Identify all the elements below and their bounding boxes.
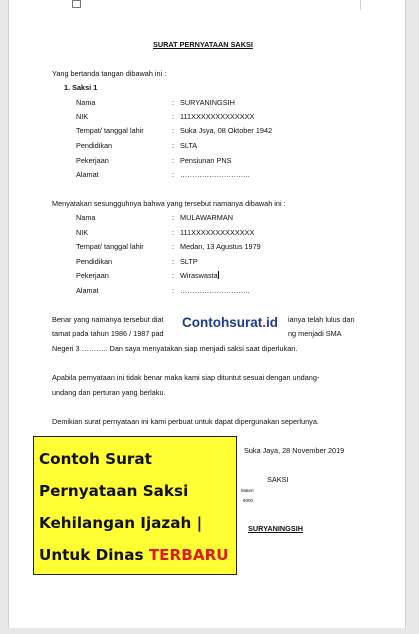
person-value-pekerjaan[interactable] <box>180 271 219 280</box>
para1-line3: Negeri 3 ……….. Dan saya menyatakan siap menjadi saksi saat diperlukan. <box>52 344 298 353</box>
statement-text: Menyatakan sesungguhnya bahwa yang tersebut namanya dibawah ini : <box>52 199 286 208</box>
saksi-value-nik: 111XXXXXXXXXXXXX <box>180 112 255 121</box>
document-title: SURAT PERNYATAAN SAKSI <box>153 40 253 49</box>
promo-line-4 <box>39 539 231 571</box>
saksi-label-pendidikan: Pendidikan <box>76 141 113 150</box>
person-label-nama: Nama <box>76 213 96 222</box>
saksi-label-alamat: Alamat <box>76 170 99 179</box>
saksi-label-ttl: Tempat/ tanggal lahir <box>76 126 144 135</box>
para2-line2: undang dan perturan yang berlaku. <box>52 388 166 397</box>
text-cursor <box>218 271 219 279</box>
para2-line1: Apabila pernyataan ini tidak benar maka kami siap dituntut sesuai dengan undang- <box>52 373 320 382</box>
materai-label: Materi <box>241 488 254 493</box>
person-label-alamat: Alamat <box>76 286 99 295</box>
person-value-nama: MULAWARMAN <box>180 213 233 222</box>
saksi-label-pekerjaan: Pekerjaan <box>76 156 109 165</box>
saksi-value-pendidikan: SLTA <box>180 141 198 150</box>
person-label-pekerjaan: Pekerjaan <box>76 271 109 280</box>
margin-marker <box>360 0 361 10</box>
colon: : <box>172 156 175 165</box>
para1-line1-right: ianya telah lulus dan <box>288 315 355 324</box>
colon: : <box>172 286 175 295</box>
saksi-value-ttl: Suka Jsya, 08 Oktober 1942 <box>180 126 273 135</box>
colon: : <box>172 242 175 251</box>
promo-highlight: TERBARU <box>148 546 229 564</box>
watermark-brand: Contohsurat <box>182 315 263 330</box>
person-value-pekerjaan-text: Wiraswasta <box>180 271 218 280</box>
saksi-heading: 1. Saksi 1 <box>64 83 98 92</box>
promo-line-3: Kehilangan Ijazah | <box>39 514 203 532</box>
colon: : <box>172 228 175 237</box>
colon: : <box>172 98 175 107</box>
watermark-dot: . <box>262 315 267 330</box>
para1-line1-left: Benar yang namanya tersebut diat <box>52 315 164 324</box>
para3: Demikian surat pernyataan ini kami perbuat untuk dapat dipergunakan seperlunya. <box>52 417 319 426</box>
colon: : <box>172 126 175 135</box>
promo-line-2: Pernyataan Saksi <box>39 482 189 500</box>
person-label-pendidikan: Pendidikan <box>76 257 113 266</box>
place-date: Suka Jaya, 28 November 2019 <box>244 446 345 455</box>
colon: : <box>172 257 175 266</box>
signer-role: SAKSI <box>267 475 289 484</box>
signer-name: SURYANINGSIH <box>248 524 304 533</box>
colon: : <box>172 213 175 222</box>
watermark-tld: id <box>266 315 279 330</box>
intro-text: Yang bertanda tangan dibawah ini : <box>52 69 167 78</box>
promo-line-1: Contoh Surat <box>39 450 152 468</box>
saksi-value-alamat: ……………………….. <box>180 170 250 179</box>
page-corner-marker <box>72 0 81 8</box>
colon: : <box>172 112 175 121</box>
person-value-nik: 111XXXXXXXXXXXXX <box>180 228 255 237</box>
materai-value: 6000 <box>243 498 254 503</box>
saksi-value-pekerjaan: Pensiunan PNS <box>180 156 232 165</box>
para1-line2-left: tamat pada tahun 1986 / 1987 pad <box>52 329 164 338</box>
promo-banner <box>33 436 237 575</box>
watermark-logo <box>180 315 280 331</box>
saksi-value-nama: SURYANINGSIH <box>180 98 235 107</box>
person-value-ttl: Medan, 13 Agustus 1979 <box>180 242 261 251</box>
person-label-ttl: Tempat/ tanggal lahir <box>76 242 144 251</box>
promo-line-4-prefix: Untuk Dinas <box>39 546 149 564</box>
saksi-label-nama: Nama <box>76 98 96 107</box>
para1-line2-right: ng menjadi SMA <box>288 329 342 338</box>
person-label-nik: NIK <box>76 228 89 237</box>
colon: : <box>172 271 175 280</box>
person-value-pendidikan: SLTP <box>180 257 198 266</box>
saksi-label-nik: NIK <box>76 112 89 121</box>
colon: : <box>172 141 175 150</box>
colon: : <box>172 170 175 179</box>
person-value-alamat: ……………………….. <box>180 286 250 295</box>
